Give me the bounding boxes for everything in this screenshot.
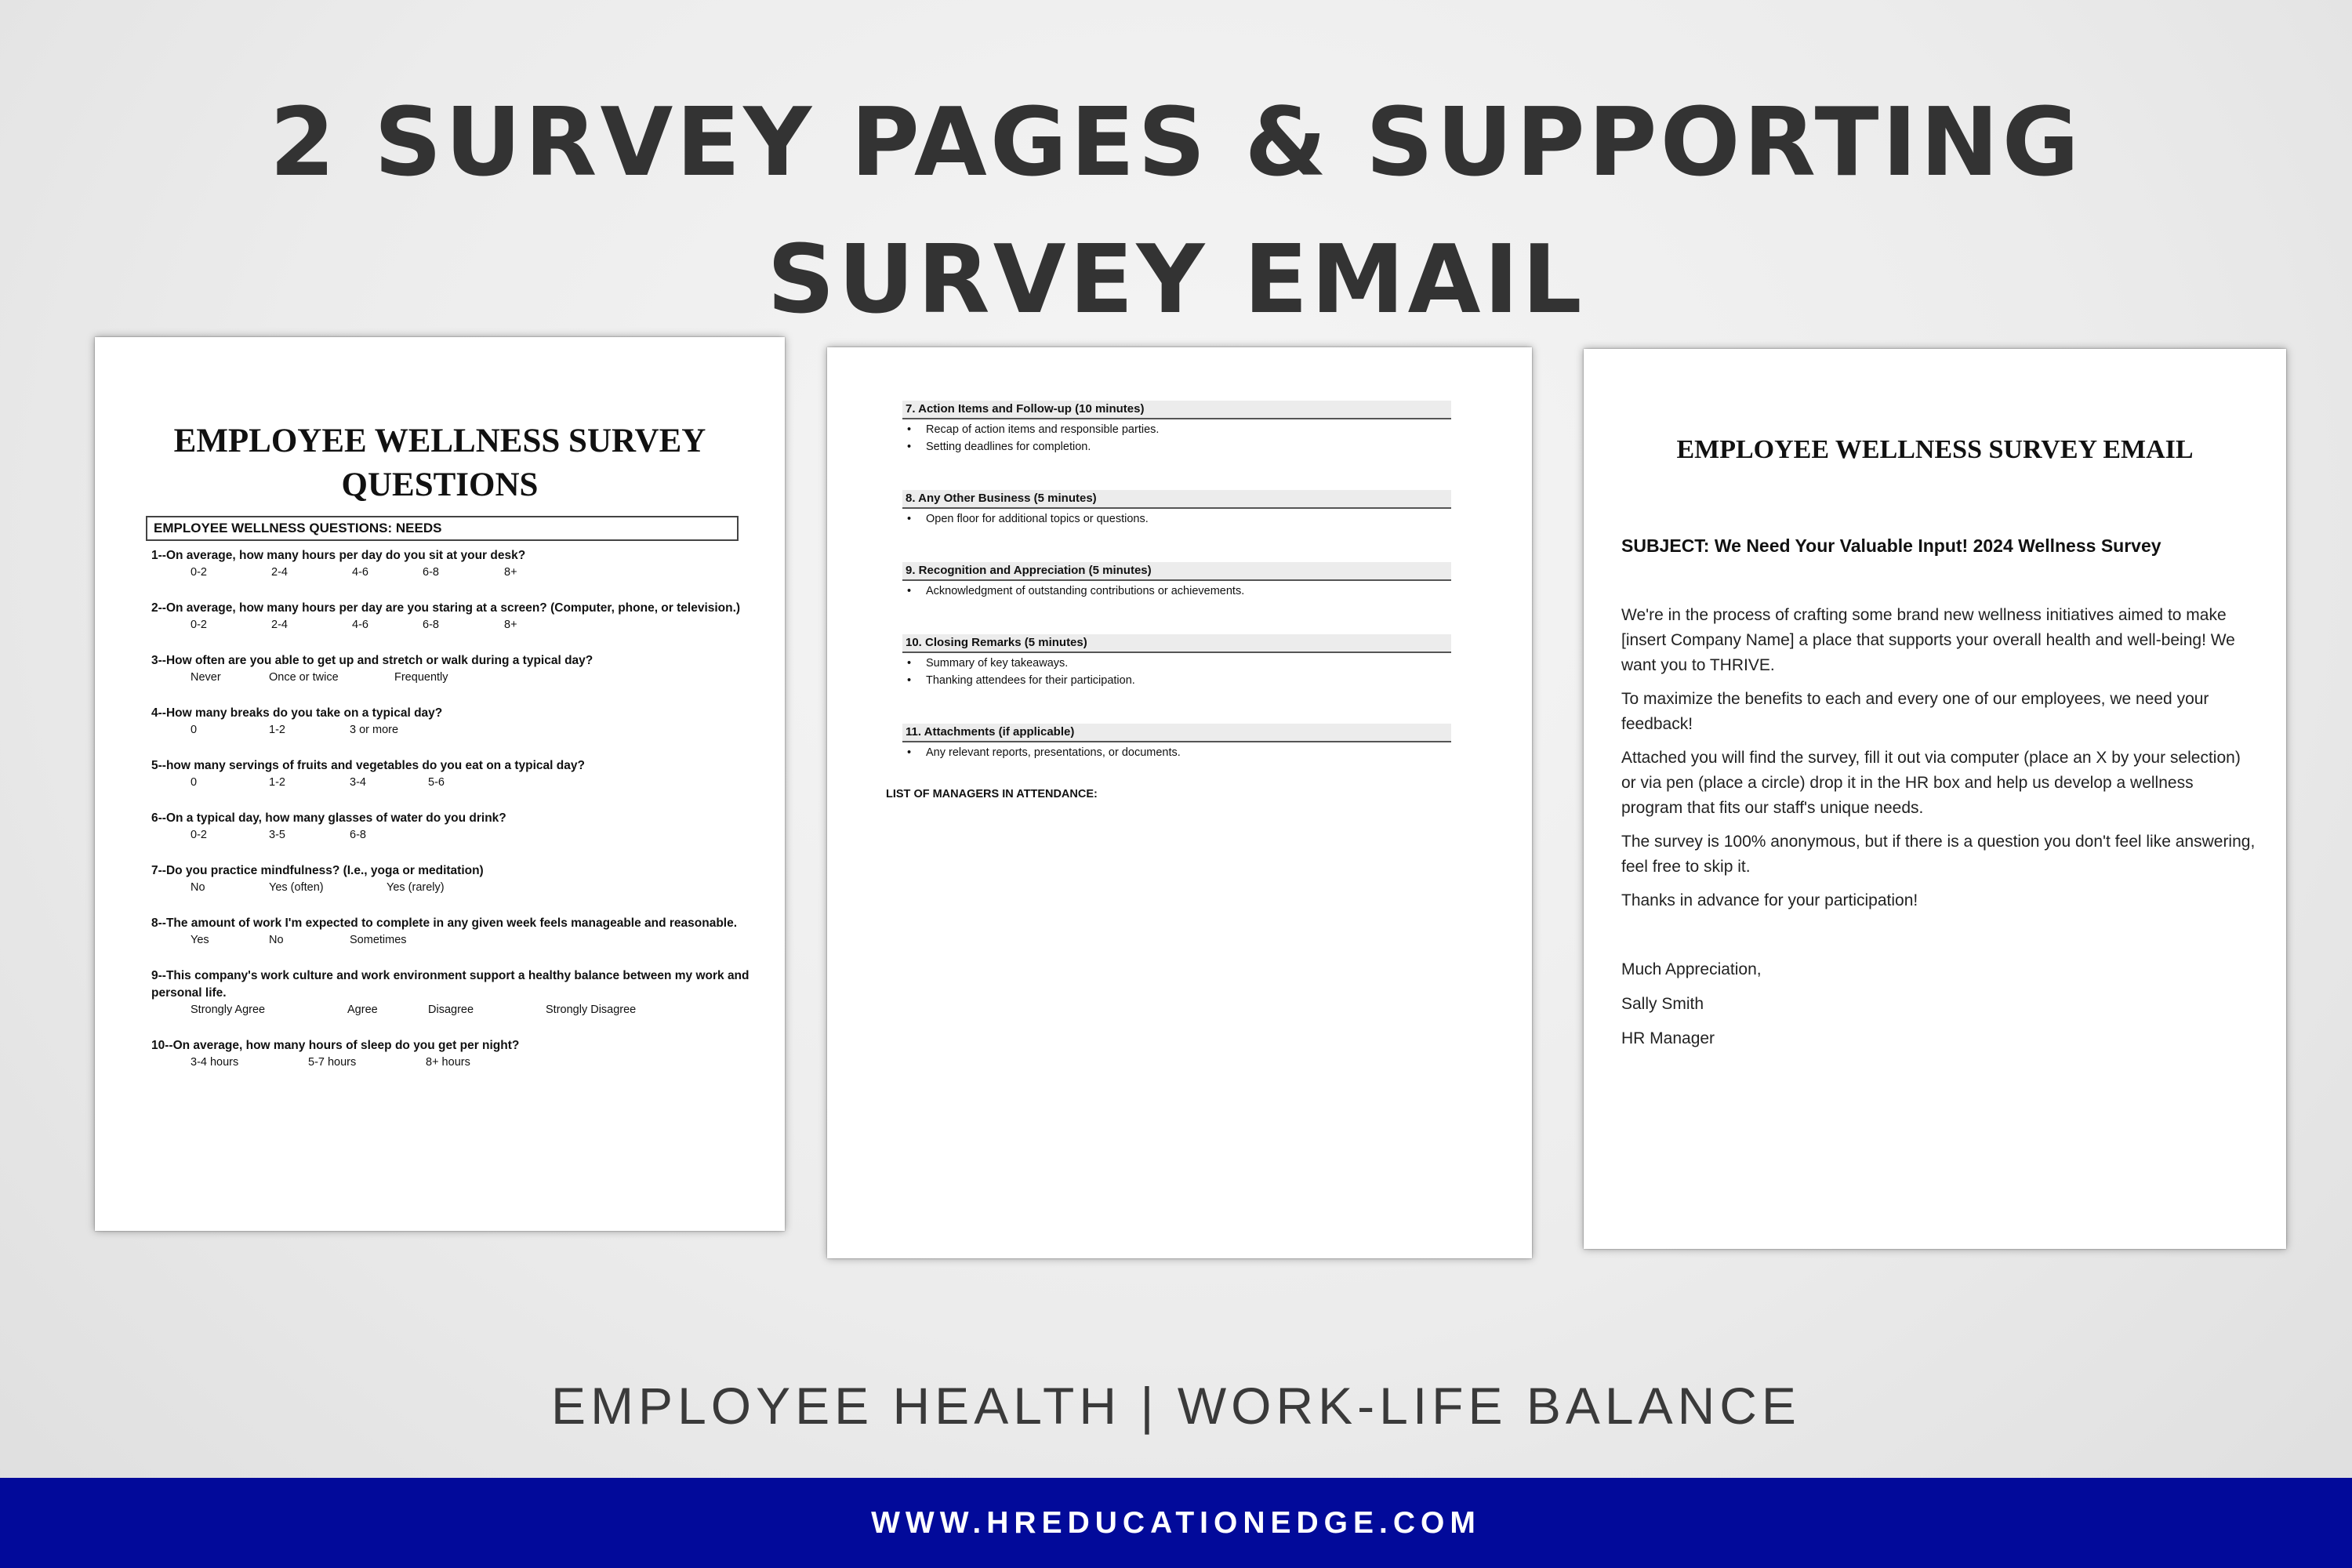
answer-option[interactable]: 3-4: [350, 776, 366, 789]
headline-line-1: 2 SURVEY PAGES & SUPPORTING: [269, 89, 2083, 198]
answer-options: [151, 670, 763, 686]
agenda-item: [902, 724, 1451, 761]
agenda-bullet: • Recap of action items and responsible parties.: [902, 421, 1451, 438]
survey-question: [151, 547, 763, 581]
answer-options: [151, 722, 763, 739]
question-text: 9--This company's work culture and work environment support a healthy balance between my work and personal life.: [151, 969, 750, 1000]
agenda-item: [902, 562, 1451, 600]
answer-options: [151, 1002, 763, 1018]
managers-label: LIST OF MANAGERS IN ATTENDANCE:: [886, 788, 1098, 800]
answer-option[interactable]: 6-8: [423, 619, 439, 631]
answer-option[interactable]: Yes (often): [269, 881, 324, 894]
answer-option[interactable]: 2-4: [271, 566, 288, 579]
email-sender-role: HR Manager: [1621, 1029, 1715, 1047]
tagline: EMPLOYEE HEALTH | WORK-LIFE BALANCE: [551, 1377, 1801, 1435]
agenda-item: [902, 490, 1451, 528]
answer-option[interactable]: 3 or more: [350, 724, 399, 736]
answer-option[interactable]: 8+: [504, 619, 517, 631]
answer-option[interactable]: Frequently: [394, 671, 448, 684]
email-closing: Much Appreciation,: [1621, 960, 1762, 978]
answer-option[interactable]: 5-6: [428, 776, 445, 789]
email-paragraph: Thanks in advance for your participation!: [1621, 891, 1918, 909]
question-text: 4--How many breaks do you take on a typical day?: [151, 706, 443, 720]
email-page-title: EMPLOYEE WELLNESS SURVEY EMAIL: [1676, 435, 2194, 464]
agenda-heading: 8. Any Other Business (5 minutes): [902, 490, 1451, 509]
question-text: 1--On average, how many hours per day do you sit at your desk?: [151, 549, 526, 562]
question-text: 7--Do you practice mindfulness? (I.e., yoga or meditation): [151, 864, 484, 877]
answer-option[interactable]: Yes: [191, 934, 209, 946]
answer-options: [151, 827, 763, 844]
answer-option[interactable]: 1-2: [269, 776, 285, 789]
survey-title-line-1: EMPLOYEE WELLNESS SURVEY: [173, 423, 706, 459]
agenda-item: [902, 401, 1451, 456]
answer-options: [151, 564, 763, 581]
survey-question: [151, 967, 763, 1018]
survey-question: [151, 1037, 763, 1071]
answer-option[interactable]: 2-4: [271, 619, 288, 631]
answer-option[interactable]: 5-7 hours: [308, 1056, 357, 1069]
answer-option[interactable]: Strongly Agree: [191, 1004, 266, 1016]
question-text: 3--How often are you able to get up and stretch or walk during a typical day?: [151, 654, 593, 667]
answer-option[interactable]: 4-6: [352, 619, 368, 631]
answer-options: [151, 932, 763, 949]
agenda-bullet: • Summary of key takeaways.: [902, 655, 1451, 672]
agenda-list: [902, 401, 1451, 796]
website-link[interactable]: WWW.HREDUCATIONEDGE.COM: [871, 1505, 1481, 1540]
answer-options: [151, 617, 763, 633]
answer-option[interactable]: 8+ hours: [426, 1056, 470, 1069]
section-header: EMPLOYEE WELLNESS QUESTIONS: NEEDS: [146, 516, 739, 541]
question-text: 6--On a typical day, how many glasses of water do you drink?: [151, 811, 506, 825]
survey-question: [151, 652, 763, 686]
email-paragraph: To maximize the benefits to each and every one of our employees, we need your feedback!: [1621, 690, 2209, 733]
email-paragraph: The survey is 100% anonymous, but if there is a question you don't feel like answering, feel free to skip it.: [1621, 833, 2256, 876]
agenda-heading: 9. Recognition and Appreciation (5 minutes): [902, 562, 1451, 581]
answer-option[interactable]: No: [269, 934, 284, 946]
survey-question: [151, 810, 763, 844]
agenda-bullet: • Thanking attendees for their participation.: [902, 672, 1451, 689]
answer-option[interactable]: 0: [191, 724, 198, 736]
agenda-bullets: [902, 583, 1451, 600]
answer-option[interactable]: Once or twice: [269, 671, 339, 684]
answer-option[interactable]: Yes (rarely): [387, 881, 445, 894]
answer-options: [151, 880, 763, 896]
question-text: 10--On average, how many hours of sleep do you get per night?: [151, 1039, 520, 1052]
agenda-page: [827, 347, 1532, 1258]
answer-options: [151, 775, 763, 791]
email-paragraph: Attached you will find the survey, fill it out via computer (place an X by your selection) or via pen (place a circle) drop it in the HR box and help us develop a wellness program that fits our staff's unique needs.: [1621, 749, 2241, 817]
agenda-bullets: [902, 744, 1451, 761]
answer-option[interactable]: 3-5: [269, 829, 285, 841]
answer-option[interactable]: 0: [191, 776, 198, 789]
answer-option[interactable]: 0-2: [191, 829, 207, 841]
footer-bar: [0, 1478, 2352, 1568]
answer-option[interactable]: 6-8: [423, 566, 439, 579]
agenda-heading: 10. Closing Remarks (5 minutes): [902, 634, 1451, 653]
question-text: 8--The amount of work I'm expected to complete in any given week feels manageable and reasonable.: [151, 916, 738, 930]
survey-question: [151, 705, 763, 739]
answer-option[interactable]: Never: [191, 671, 221, 684]
survey-email-page: [1584, 349, 2286, 1249]
survey-page-title: [95, 419, 785, 507]
email-subject: SUBJECT: We Need Your Valuable Input! 2024 Wellness Survey: [1621, 535, 2161, 556]
survey-question: [151, 757, 763, 791]
survey-question: [151, 862, 763, 896]
survey-question: [151, 915, 763, 949]
email-signature: [1621, 953, 2170, 1056]
agenda-item: [902, 634, 1451, 689]
survey-question: [151, 600, 763, 633]
answer-option[interactable]: Sometimes: [350, 934, 407, 946]
answer-options: [151, 1054, 763, 1071]
answer-option[interactable]: 6-8: [350, 829, 366, 841]
question-text: 2--On average, how many hours per day are you staring at a screen? (Computer, phone, or television.): [151, 601, 741, 615]
answer-option[interactable]: Strongly Disagree: [546, 1004, 637, 1016]
answer-option[interactable]: 0-2: [191, 619, 207, 631]
headline: [0, 74, 2352, 349]
agenda-bullet: • Acknowledgment of outstanding contributions or achievements.: [902, 583, 1451, 600]
question-list: [151, 547, 763, 1090]
agenda-bullets: [902, 655, 1451, 689]
agenda-heading: 11. Attachments (if applicable): [902, 724, 1451, 742]
answer-option[interactable]: Agree: [347, 1004, 378, 1016]
survey-title-line-2: QUESTIONS: [341, 466, 539, 503]
agenda-bullet: • Any relevant reports, presentations, or documents.: [902, 744, 1451, 761]
answer-option[interactable]: 4-6: [352, 566, 368, 579]
survey-questions-page: [95, 337, 785, 1231]
headline-line-2: SURVEY EMAIL: [767, 226, 1585, 335]
email-paragraph: We're in the process of crafting some brand new wellness initiatives aimed to make [insert Company Name] a place that supports your overall health and well-being! We want you to THRIVE.: [1621, 606, 2235, 674]
agenda-bullets: [902, 421, 1451, 456]
agenda-bullet: • Setting deadlines for completion.: [902, 438, 1451, 456]
answer-option[interactable]: 0-2: [191, 566, 207, 579]
email-sender-name: Sally Smith: [1621, 995, 1704, 1013]
answer-option[interactable]: 1-2: [269, 724, 285, 736]
answer-option[interactable]: 8+: [504, 566, 517, 579]
agenda-heading: 7. Action Items and Follow-up (10 minutes): [902, 401, 1451, 419]
question-text: 5--how many servings of fruits and vegetables do you eat on a typical day?: [151, 759, 585, 772]
answer-option[interactable]: No: [191, 881, 205, 894]
answer-option[interactable]: 3-4 hours: [191, 1056, 239, 1069]
answer-option[interactable]: Disagree: [428, 1004, 474, 1016]
agenda-bullets: [902, 510, 1451, 528]
email-body: [1621, 603, 2256, 922]
agenda-bullet: • Open floor for additional topics or questions.: [902, 510, 1451, 528]
